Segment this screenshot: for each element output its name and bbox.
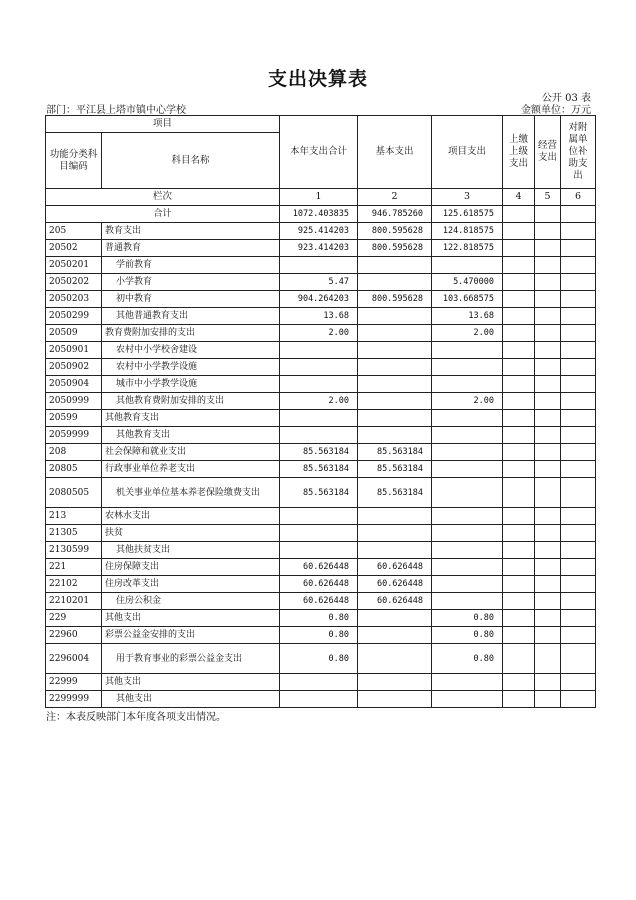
row-business [535, 240, 561, 257]
row-subsidiary [561, 359, 596, 376]
row-subsidiary [561, 478, 596, 508]
column-index-3: 3 [432, 189, 503, 206]
row-upper [503, 410, 535, 427]
row-total [280, 674, 358, 691]
row-total [280, 257, 358, 274]
row-subsidiary [561, 576, 596, 593]
row-name: 其他普通教育支出 [102, 308, 280, 325]
header-upper: 上缴上级支出 [503, 116, 535, 189]
column-index-1: 1 [280, 189, 358, 206]
row-business [535, 308, 561, 325]
row-subsidiary [561, 393, 596, 410]
row-upper [503, 444, 535, 461]
row-total [280, 359, 358, 376]
row-subsidiary [561, 325, 596, 342]
row-upper [503, 627, 535, 644]
row-total: 904.264203 [280, 291, 358, 308]
row-business [535, 325, 561, 342]
row-subsidiary [561, 610, 596, 627]
row-basic [358, 542, 432, 559]
row-upper [503, 342, 535, 359]
row-business [535, 674, 561, 691]
row-upper [503, 508, 535, 525]
row-code: 2050299 [46, 308, 102, 325]
row-project: 13.68 [432, 308, 503, 325]
row-subsidiary [561, 444, 596, 461]
table-row [46, 559, 596, 576]
row-code: 20502 [46, 240, 102, 257]
row-project [432, 674, 503, 691]
row-business [535, 461, 561, 478]
row-code: 22102 [46, 576, 102, 593]
row-project [432, 691, 503, 708]
header-subsidiary: 对附属单位补助支出 [561, 116, 596, 189]
row-basic: 85.563184 [358, 461, 432, 478]
row-name: 教育费附加安排的支出 [102, 325, 280, 342]
row-project [432, 376, 503, 393]
row-name: 扶贫 [102, 525, 280, 542]
row-business [535, 444, 561, 461]
row-project: 0.80 [432, 610, 503, 627]
row-upper [503, 559, 535, 576]
header-basic: 基本支出 [358, 116, 432, 189]
row-name: 教育支出 [102, 223, 280, 240]
row-business [535, 542, 561, 559]
row-code: 2050902 [46, 359, 102, 376]
total-basic: 946.785260 [358, 206, 432, 223]
row-name: 初中教育 [102, 291, 280, 308]
row-project: 5.470000 [432, 274, 503, 291]
row-name: 普通教育 [102, 240, 280, 257]
row-subsidiary [561, 376, 596, 393]
total-project: 125.618575 [432, 206, 503, 223]
row-code: 2296004 [46, 644, 102, 674]
row-basic [358, 410, 432, 427]
row-upper [503, 610, 535, 627]
row-project [432, 359, 503, 376]
row-name: 其他教育支出 [102, 427, 280, 444]
row-name: 住房改革支出 [102, 576, 280, 593]
table-row [46, 342, 596, 359]
row-total: 2.00 [280, 325, 358, 342]
row-name: 农村中小学校舍建设 [102, 342, 280, 359]
row-basic: 85.563184 [358, 478, 432, 508]
row-business [535, 427, 561, 444]
row-total: 60.626448 [280, 576, 358, 593]
row-business [535, 691, 561, 708]
table-row [46, 393, 596, 410]
row-basic [358, 674, 432, 691]
table-row [46, 674, 596, 691]
row-business [535, 576, 561, 593]
row-total: 0.80 [280, 610, 358, 627]
row-name: 其他扶贫支出 [102, 542, 280, 559]
table-row [46, 427, 596, 444]
row-name: 住房保障支出 [102, 559, 280, 576]
row-name: 其他支出 [102, 674, 280, 691]
column-index-6: 6 [561, 189, 596, 206]
table-row [46, 525, 596, 542]
row-code: 2050999 [46, 393, 102, 410]
row-business [535, 644, 561, 674]
amount-unit: 金额单位：万元 [521, 105, 591, 116]
header-business: 经营支出 [535, 116, 561, 189]
row-upper [503, 223, 535, 240]
row-basic [358, 644, 432, 674]
row-code: 2050201 [46, 257, 102, 274]
table-row [46, 291, 596, 308]
row-name: 其他教育支出 [102, 410, 280, 427]
row-basic: 800.595628 [358, 291, 432, 308]
row-upper [503, 461, 535, 478]
row-business [535, 274, 561, 291]
row-project [432, 427, 503, 444]
total-business [535, 206, 561, 223]
table-row [46, 257, 596, 274]
table-row [46, 691, 596, 708]
row-total: 85.563184 [280, 461, 358, 478]
row-subsidiary [561, 691, 596, 708]
header-code: 功能分类科目编码 [46, 133, 102, 189]
row-code: 2050203 [46, 291, 102, 308]
row-project: 122.818575 [432, 240, 503, 257]
row-subsidiary [561, 410, 596, 427]
row-code: 20805 [46, 461, 102, 478]
row-name: 机关事业单位基本养老保险缴费支出 [102, 478, 280, 508]
row-subsidiary [561, 342, 596, 359]
row-basic [358, 342, 432, 359]
row-upper [503, 240, 535, 257]
row-name: 其他教育费附加安排的支出 [102, 393, 280, 410]
row-total [280, 427, 358, 444]
row-code: 213 [46, 508, 102, 525]
row-basic [358, 610, 432, 627]
row-business [535, 478, 561, 508]
row-upper [503, 525, 535, 542]
expenditure-table [45, 115, 596, 708]
row-upper [503, 674, 535, 691]
row-project: 103.668575 [432, 291, 503, 308]
row-basic [358, 274, 432, 291]
row-name: 城市中小学教学设施 [102, 376, 280, 393]
row-upper [503, 393, 535, 410]
row-basic [358, 427, 432, 444]
row-upper [503, 542, 535, 559]
table-row [46, 627, 596, 644]
row-total: 2.00 [280, 393, 358, 410]
row-code: 208 [46, 444, 102, 461]
row-project [432, 593, 503, 610]
row-basic [358, 691, 432, 708]
row-name: 其他支出 [102, 610, 280, 627]
row-business [535, 410, 561, 427]
column-index-4: 4 [503, 189, 535, 206]
row-code: 2050904 [46, 376, 102, 393]
row-upper [503, 478, 535, 508]
row-project: 0.80 [432, 644, 503, 674]
row-business [535, 223, 561, 240]
row-business [535, 291, 561, 308]
row-basic [358, 508, 432, 525]
row-business [535, 627, 561, 644]
row-basic: 800.595628 [358, 223, 432, 240]
page-title: 支出决算表 [267, 68, 368, 90]
row-total [280, 410, 358, 427]
row-project [432, 525, 503, 542]
row-total [280, 542, 358, 559]
table-row [46, 610, 596, 627]
row-basic [358, 627, 432, 644]
total-upper [503, 206, 535, 223]
row-code: 2210201 [46, 593, 102, 610]
row-basic [358, 325, 432, 342]
row-basic [358, 308, 432, 325]
row-basic: 60.626448 [358, 559, 432, 576]
row-subsidiary [561, 593, 596, 610]
total-label: 合计 [46, 206, 280, 223]
row-total: 925.414203 [280, 223, 358, 240]
table-row [46, 376, 596, 393]
row-project [432, 542, 503, 559]
row-total: 60.626448 [280, 559, 358, 576]
row-project [432, 410, 503, 427]
row-code: 20599 [46, 410, 102, 427]
footnote: 注：本表反映部门本年度各项支出情况。 [46, 712, 226, 723]
header-total: 本年支出合计 [280, 116, 358, 189]
row-upper [503, 427, 535, 444]
row-code: 21305 [46, 525, 102, 542]
row-business [535, 559, 561, 576]
row-business [535, 525, 561, 542]
table-row [46, 461, 596, 478]
row-basic: 60.626448 [358, 593, 432, 610]
row-subsidiary [561, 274, 596, 291]
total-amount: 1072.403835 [280, 206, 358, 223]
row-basic: 60.626448 [358, 576, 432, 593]
row-upper [503, 274, 535, 291]
row-total: 5.47 [280, 274, 358, 291]
table-row [46, 325, 596, 342]
table-row [46, 542, 596, 559]
row-upper [503, 291, 535, 308]
row-code: 22960 [46, 627, 102, 644]
row-name: 农林水支出 [102, 508, 280, 525]
row-code: 22999 [46, 674, 102, 691]
row-business [535, 593, 561, 610]
row-upper [503, 691, 535, 708]
row-project: 2.00 [432, 393, 503, 410]
table-row [46, 444, 596, 461]
column-index-label: 栏次 [46, 189, 280, 206]
row-subsidiary [561, 525, 596, 542]
table-row [46, 644, 596, 674]
row-business [535, 393, 561, 410]
row-name: 用于教育事业的彩票公益金支出 [102, 644, 280, 674]
header-project: 项目支出 [432, 116, 503, 189]
row-subsidiary [561, 308, 596, 325]
row-total [280, 376, 358, 393]
row-code: 221 [46, 559, 102, 576]
total-subsidiary [561, 206, 596, 223]
row-basic [358, 376, 432, 393]
row-project: 0.80 [432, 627, 503, 644]
row-code: 2050901 [46, 342, 102, 359]
row-code: 2059999 [46, 427, 102, 444]
row-code: 2080505 [46, 478, 102, 508]
table-row [46, 508, 596, 525]
row-upper [503, 576, 535, 593]
row-subsidiary [561, 291, 596, 308]
row-business [535, 610, 561, 627]
header-name: 科目名称 [102, 133, 280, 189]
table-row [46, 359, 596, 376]
table-row [46, 478, 596, 508]
row-project [432, 461, 503, 478]
row-name: 农村中小学教学设施 [102, 359, 280, 376]
row-name: 社会保障和就业支出 [102, 444, 280, 461]
row-basic: 85.563184 [358, 444, 432, 461]
row-code: 20509 [46, 325, 102, 342]
row-business [535, 342, 561, 359]
row-total: 60.626448 [280, 593, 358, 610]
row-basic [358, 393, 432, 410]
column-index-2: 2 [358, 189, 432, 206]
table-row [46, 308, 596, 325]
table-row [46, 593, 596, 610]
row-upper [503, 325, 535, 342]
total-row [46, 206, 596, 223]
row-total: 923.414203 [280, 240, 358, 257]
row-subsidiary [561, 240, 596, 257]
row-total: 85.563184 [280, 478, 358, 508]
row-project [432, 508, 503, 525]
table-number: 公开 03 表 [541, 93, 591, 104]
table-row [46, 410, 596, 427]
table-row [46, 240, 596, 257]
table-row [46, 274, 596, 291]
row-subsidiary [561, 223, 596, 240]
row-upper [503, 308, 535, 325]
row-name: 其他支出 [102, 691, 280, 708]
row-total: 0.80 [280, 644, 358, 674]
row-name: 行政事业单位养老支出 [102, 461, 280, 478]
row-subsidiary [561, 257, 596, 274]
row-name: 住房公积金 [102, 593, 280, 610]
row-upper [503, 257, 535, 274]
row-code: 205 [46, 223, 102, 240]
row-code: 2299999 [46, 691, 102, 708]
row-subsidiary [561, 508, 596, 525]
row-upper [503, 359, 535, 376]
row-basic [358, 525, 432, 542]
row-total: 0.80 [280, 627, 358, 644]
table-row [46, 223, 596, 240]
row-subsidiary [561, 542, 596, 559]
row-subsidiary [561, 627, 596, 644]
row-name: 小学教育 [102, 274, 280, 291]
row-name: 学前教育 [102, 257, 280, 274]
row-basic [358, 257, 432, 274]
row-subsidiary [561, 674, 596, 691]
row-total: 13.68 [280, 308, 358, 325]
row-business [535, 376, 561, 393]
row-project [432, 342, 503, 359]
row-project [432, 444, 503, 461]
table-row [46, 576, 596, 593]
row-upper [503, 376, 535, 393]
row-total [280, 691, 358, 708]
header-item: 项目 [46, 116, 280, 133]
row-name: 彩票公益金安排的支出 [102, 627, 280, 644]
row-subsidiary [561, 427, 596, 444]
row-project [432, 576, 503, 593]
row-subsidiary [561, 644, 596, 674]
row-subsidiary [561, 559, 596, 576]
row-total [280, 525, 358, 542]
row-total [280, 508, 358, 525]
row-total [280, 342, 358, 359]
row-code: 2050202 [46, 274, 102, 291]
column-index-5: 5 [535, 189, 561, 206]
row-project [432, 257, 503, 274]
row-upper [503, 593, 535, 610]
row-business [535, 508, 561, 525]
row-basic [358, 359, 432, 376]
row-total: 85.563184 [280, 444, 358, 461]
row-business [535, 257, 561, 274]
row-code: 229 [46, 610, 102, 627]
row-project [432, 559, 503, 576]
row-subsidiary [561, 461, 596, 478]
row-project [432, 478, 503, 508]
row-code: 2130599 [46, 542, 102, 559]
row-basic: 800.595628 [358, 240, 432, 257]
row-project: 2.00 [432, 325, 503, 342]
row-upper [503, 644, 535, 674]
row-business [535, 359, 561, 376]
row-project: 124.818575 [432, 223, 503, 240]
department-label: 部门：平江县上塔市镇中心学校 [46, 105, 186, 116]
